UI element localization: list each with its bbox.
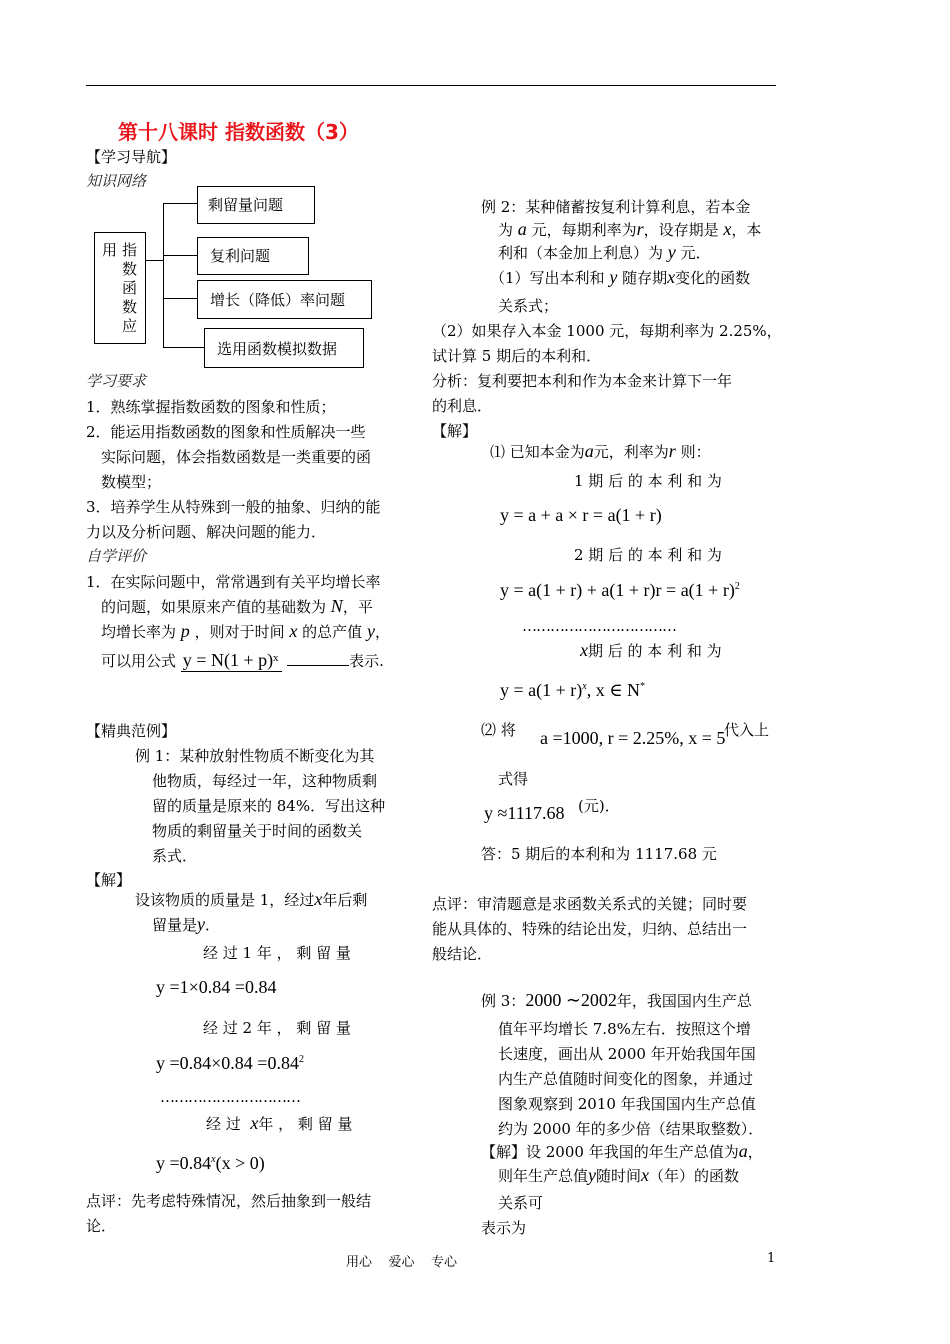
ex3-line: 值年平均增长 7.8%左右．按照这个增 — [498, 1020, 751, 1038]
ex1-year2-text: 经 过 2 年 ， 剩 留 量 — [203, 1019, 351, 1037]
req-item: 1．熟练掌握指数函数的图象和性质； — [86, 398, 336, 416]
ex2-line: 例 2：某种储蓄按复利计算利息，若本金 — [481, 198, 751, 216]
ex1-sol-line: 留量是y． — [152, 914, 221, 934]
req-item: 数模型； — [101, 473, 162, 491]
self-eval-line: 均增长率为 p ，则对于时间 x 的总产值 y， — [101, 621, 390, 641]
section-guide: 【学习导航】 — [86, 148, 177, 166]
ex2-question: 关系式； — [498, 297, 559, 315]
ex1-dots: ………………………… — [160, 1088, 300, 1106]
knowledge-network-heading: 知识网络 — [86, 172, 147, 190]
learning-req-heading: 学习要求 — [86, 372, 147, 390]
req-item: 3．培养学生从特殊到一般的抽象、归纳的能 — [86, 498, 381, 516]
ex2-analysis: 的利息． — [432, 397, 493, 415]
ex1-yearx-text: 经 过 x年 ， 剩 留 量 — [206, 1113, 353, 1133]
ex1-formula-1: y =1×0.84 =0.84 — [156, 977, 277, 997]
ex2-solution-heading: 【解】 — [432, 422, 478, 440]
self-eval-line: 1．在实际问题中，常常遇到有关平均增长率 — [86, 573, 381, 591]
ex3-sol-line: 关系可 — [498, 1194, 544, 1212]
ex2-period1: 1 期 后 的 本 利 和 为 — [574, 472, 722, 490]
ex1-comment: 论． — [86, 1217, 117, 1235]
ex2-periodx: x期 后 的 本 利 和 为 — [580, 640, 722, 660]
ex2-comment: 能从具体的、特殊的结论出发，归纳、总结出一 — [432, 920, 748, 938]
ex1-formula-x: $y =0.84^x(x > 0)$ — [156, 1153, 265, 1173]
ex2-comment: 点评：审清题意是求函数关系式的关键；同时要 — [432, 895, 748, 913]
ex1-line: 物质的剩留量关于时间的函数关 — [152, 822, 363, 840]
ex2-line: 利和（本金加上利息）为 y 元． — [498, 242, 711, 262]
examples-heading: 【精典范例】 — [86, 722, 177, 740]
top-rule — [86, 85, 776, 86]
diagram-root: 用 指 数 函 数 应 — [94, 232, 146, 344]
ex2-formula-1: y = a + a × r = a(1 + r) — [500, 505, 662, 525]
ex2-question: 试计算 5 期后的本利和． — [432, 347, 602, 365]
self-eval-heading: 自学评价 — [86, 547, 147, 565]
ex1-line: 他物质，每经过一年，这种物质剩 — [152, 772, 378, 790]
req-item: 2．能运用指数函数的图象和性质解决一些 — [86, 423, 366, 441]
diagram-node-4: 选用函数模拟数据 — [204, 328, 364, 368]
ex2-sol2-line: 代入上 — [724, 721, 770, 739]
ex1-line: 系式． — [152, 847, 198, 865]
ex1-year1-text: 经 过 1 年 ， 剩 留 量 — [203, 944, 351, 962]
ex3-line: 例 3：2000 ∼2002年，我国国内生产总 — [481, 990, 752, 1010]
ex2-substitution: a =1000, r = 2.25%, x = 5 — [540, 728, 726, 748]
ex2-line: 为 a 元，每期利率为r，设存期是 x，本 — [498, 219, 762, 239]
ex1-line: 例 1：某种放射性物质不断变化为其 — [135, 747, 375, 765]
ex2-result: y ≈1117.68 — [484, 803, 565, 823]
ex2-answer: 答：5 期后的本利和为 1117.68 元 — [481, 845, 717, 863]
ex2-sol-line: ⑴ 已知本金为a元，利率为r 则： — [490, 441, 711, 461]
ex2-question: （1）写出本利和 y 随存期x变化的函数 — [490, 267, 751, 287]
ex1-comment: 点评：先考虑特殊情况，然后抽象到一般结 — [86, 1192, 372, 1210]
self-eval-formula-line: 可以用公式 y = N(1 + p)ˣ 表示. — [101, 650, 384, 670]
ex2-sol2-line: ⑵ 将 — [481, 721, 516, 739]
formula-blank: y = N(1 + p)ˣ — [181, 650, 283, 672]
ex1-sol-line: 设该物质的质量是 1，经过x年后剩 — [135, 889, 368, 909]
ex3-line: 图象观察到 2010 年我国国内生产总值 — [498, 1095, 756, 1113]
footer-motto: 用心 爱心 专心 — [346, 1255, 458, 1270]
ex1-line: 留的质量是原来的 84%．写出这种 — [152, 797, 386, 815]
ex3-line: 长速度，画出从 2000 年开始我国年国 — [498, 1045, 756, 1063]
diagram-node-3: 增长（降低）率问题 — [197, 280, 372, 319]
diagram-node-1: 剩留量问题 — [197, 186, 315, 224]
ex2-formula-x: $y = a(1 + r)^x$, x ∈ N* — [500, 680, 646, 700]
ex3-sol-line: 则年生产总值y随时间x（年）的函数 — [498, 1165, 740, 1185]
self-eval-line: 的问题，如果原来产值的基础数为 N，平 — [101, 596, 373, 616]
ex2-dots: …………………………… — [522, 617, 676, 635]
req-item: 实际问题，体会指数函数是一类重要的函 — [101, 448, 372, 466]
ex2-analysis: 分析：复利要把本利和作为本金来计算下一年 — [432, 372, 733, 390]
ex2-formula-2: $y = a(1 + r) + a(1 + r)r = a(1 + r)^2$ — [500, 580, 740, 600]
ex2-question: （2）如果存入本金 1000 元，每期利率为 2.25%， — [432, 322, 782, 340]
page-number: 1 — [767, 1251, 776, 1266]
ex2-period2: 2 期 后 的 本 利 和 为 — [574, 546, 722, 564]
ex3-sol-line: 【解】设 2000 年我国的年生产总值为a， — [481, 1141, 763, 1161]
diagram-node-2: 复利问题 — [197, 237, 309, 275]
ex3-sol-line: 表示为 — [481, 1219, 527, 1237]
ex1-formula-2: $y =0.84\times 0.84 =0.84^2$ — [156, 1053, 304, 1073]
page-title: 第十八课时 指数函数（3） — [118, 120, 359, 144]
ex2-sol2-line: 式得 — [498, 770, 529, 788]
ex3-line: 内生产总值随时间变化的图象，并通过 — [498, 1070, 754, 1088]
ex2-comment: 般结论． — [432, 945, 493, 963]
ex2-result-unit: (元)． — [578, 797, 620, 815]
ex1-solution-heading: 【解】 — [86, 871, 132, 889]
ex3-line: 约为 2000 年的多少倍（结果取整数）． — [498, 1120, 764, 1138]
req-item: 力以及分析问题、解决问题的能力． — [86, 523, 327, 541]
